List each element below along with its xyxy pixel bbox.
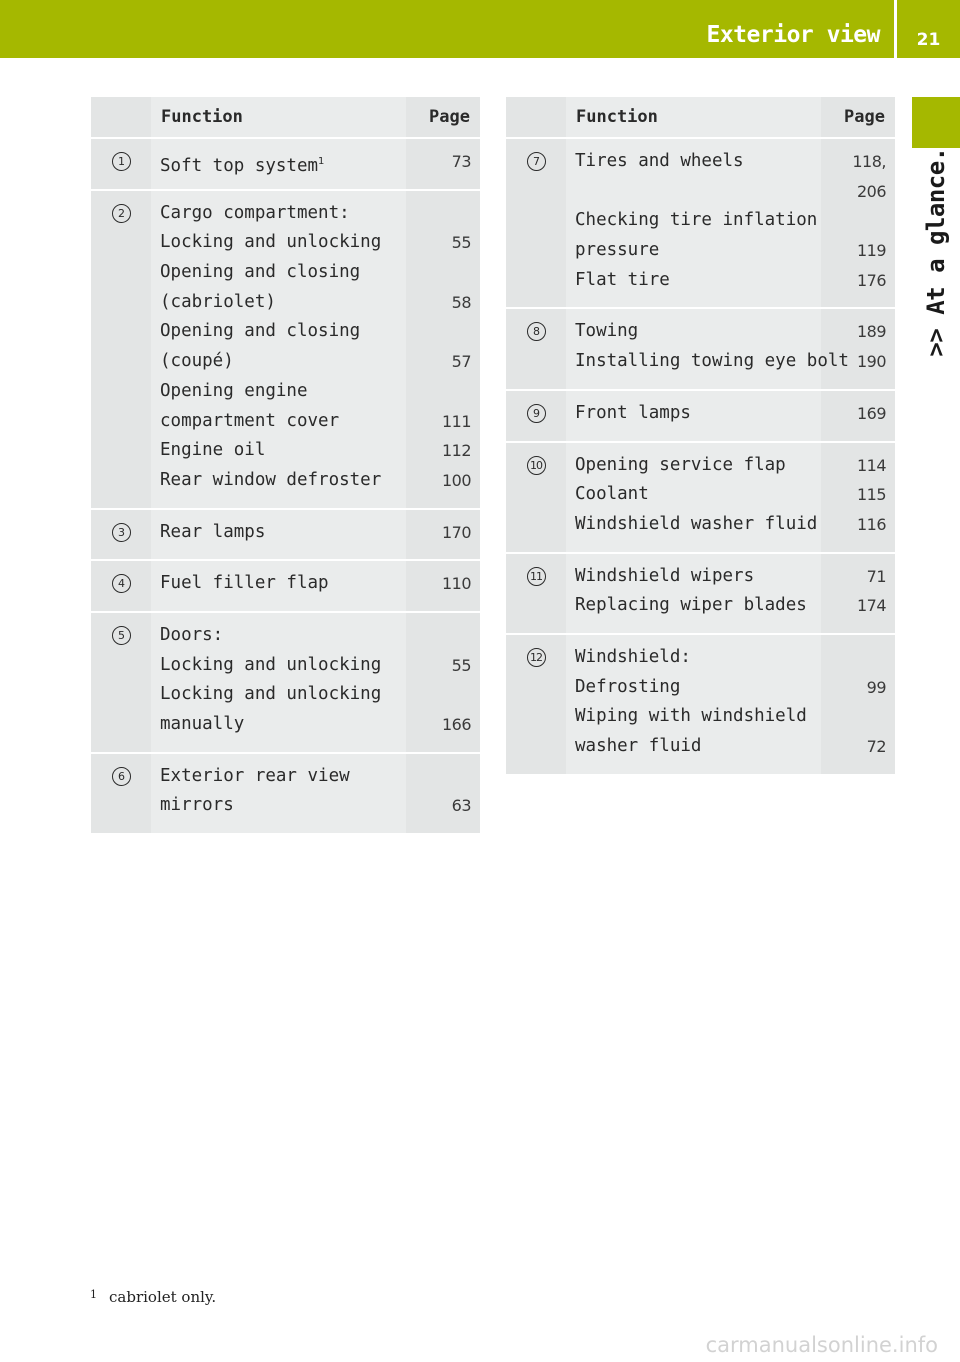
function-text	[575, 593, 812, 623]
item-number-cell	[506, 552, 566, 633]
page-reference: 114	[856, 455, 886, 475]
function-label: Installing towing eye bolt	[575, 351, 849, 372]
function-cell	[566, 389, 821, 441]
table-header-row	[91, 97, 480, 137]
function-text	[160, 201, 397, 231]
item-number-badge: 9	[527, 404, 546, 423]
page-cell	[821, 441, 895, 552]
table-row	[506, 389, 895, 441]
page-number: 21	[916, 30, 941, 50]
function-text	[575, 401, 812, 431]
page-reference: 116	[856, 514, 886, 534]
function-text	[575, 512, 818, 542]
function-label: Locking and unlocking	[160, 232, 382, 253]
page-cell	[821, 389, 895, 441]
function-label: Exterior rear view	[160, 765, 350, 786]
function-column-header: Function	[151, 97, 406, 137]
page-reference	[415, 682, 471, 712]
page-cell	[821, 633, 895, 774]
function-text	[575, 179, 812, 209]
page-reference: 189	[856, 322, 886, 342]
function-label: mirrors	[160, 795, 234, 816]
function-cell	[566, 633, 821, 774]
function-text	[160, 623, 397, 653]
page-cell	[406, 611, 480, 752]
page-cell	[821, 552, 895, 633]
chapter-label: >> At a glance.	[922, 147, 950, 357]
table-row	[91, 559, 480, 611]
item-number-cell	[91, 611, 151, 752]
function-label: Fuel filler flap	[160, 573, 329, 594]
function-text	[160, 712, 397, 742]
function-text	[160, 682, 397, 712]
page-reference: 169	[856, 403, 886, 423]
page-reference: 112	[441, 441, 471, 461]
table-row	[91, 189, 480, 508]
function-label: compartment cover	[160, 410, 340, 431]
function-text	[575, 645, 812, 675]
function-text	[575, 319, 812, 349]
item-number-badge: 7	[527, 152, 546, 171]
function-cell	[151, 752, 406, 833]
function-label: Locking and unlocking	[160, 654, 382, 675]
page-cell	[406, 559, 480, 611]
function-label: Rear window defroster	[160, 469, 382, 490]
function-text	[160, 379, 397, 409]
function-text	[160, 349, 397, 379]
function-label: Defrosting	[575, 676, 681, 697]
function-label: Windshield:	[575, 646, 691, 667]
page-reference: 100	[441, 470, 471, 490]
table-row	[506, 552, 895, 633]
function-label: Coolant	[575, 484, 649, 505]
page-reference: 71	[866, 566, 886, 586]
page-reference: 176	[856, 270, 886, 290]
table-row	[506, 441, 895, 552]
function-text	[575, 149, 812, 179]
page-column-header: Page	[406, 97, 480, 137]
table-row	[506, 137, 895, 307]
function-text	[160, 764, 397, 794]
function-label: washer fluid	[575, 736, 702, 756]
function-label: Replacing wiper blades	[575, 595, 807, 616]
function-label: manually	[160, 714, 245, 734]
function-text	[160, 230, 397, 260]
function-label: (cabriolet)	[160, 291, 276, 312]
footnote	[90, 1288, 216, 1306]
function-cell	[566, 307, 849, 388]
table-row	[91, 508, 480, 560]
function-label: Tires and wheels	[575, 151, 744, 171]
function-label: Wiping with windshield	[575, 706, 807, 727]
function-cell	[566, 552, 821, 633]
item-number-badge: 3	[112, 523, 131, 542]
footnote-reference: 1	[318, 156, 325, 167]
page-reference: 115	[856, 485, 886, 505]
page-reference	[830, 208, 886, 238]
function-table-left	[91, 97, 480, 833]
function-label: Towing	[575, 321, 639, 342]
item-number-cell	[91, 189, 151, 508]
item-number-badge: 11	[527, 567, 546, 586]
page-reference: 170	[441, 522, 471, 542]
function-text	[575, 238, 812, 268]
function-text	[575, 268, 812, 298]
page-reference: 119	[856, 241, 886, 261]
page-cell	[406, 137, 480, 189]
function-label: Checking tire inflation	[575, 210, 818, 231]
page-cell	[821, 307, 895, 388]
function-cell	[566, 137, 821, 307]
item-number-badge: 12	[527, 648, 546, 667]
page-reference: 118,	[852, 152, 886, 171]
item-number-badge: 6	[112, 767, 131, 786]
function-label: Soft top system	[160, 156, 319, 176]
item-number-badge: 2	[112, 204, 131, 223]
item-number-badge: 8	[527, 322, 546, 341]
page-reference: 55	[451, 655, 471, 675]
function-label: Cargo compartment:	[160, 202, 350, 223]
function-table-right	[506, 97, 895, 774]
function-text	[160, 571, 397, 601]
item-number-cell	[91, 137, 151, 189]
function-text	[575, 564, 812, 594]
page-reference: 73	[451, 152, 471, 171]
section-title: Exterior view	[706, 22, 880, 48]
item-number-badge: 4	[112, 574, 131, 593]
item-number-badge: 1	[112, 152, 131, 171]
table-row	[91, 611, 480, 752]
number-column-header	[506, 97, 566, 137]
function-text	[160, 319, 397, 349]
item-number-cell	[91, 559, 151, 611]
function-cell	[151, 559, 406, 611]
function-label: Front lamps	[575, 402, 691, 423]
item-number-cell	[506, 441, 566, 552]
watermark: carmanualsonline.info	[705, 1333, 938, 1357]
page-cell	[821, 137, 895, 307]
function-text	[575, 704, 812, 734]
page-reference: 206	[856, 181, 886, 201]
function-cell	[151, 611, 406, 752]
function-cell	[566, 441, 821, 552]
page-reference: 99	[866, 677, 886, 697]
function-label: Engine oil	[160, 440, 266, 461]
function-text	[160, 260, 397, 290]
page-reference	[415, 623, 471, 653]
function-column-header: Function	[566, 97, 821, 137]
page-reference	[830, 645, 886, 675]
item-number-cell	[506, 633, 566, 774]
function-cell	[151, 189, 406, 508]
header-bar	[0, 0, 960, 58]
function-label: Locking and unlocking	[160, 684, 382, 705]
item-number-cell	[506, 137, 566, 307]
page-reference	[415, 260, 471, 290]
function-text	[575, 208, 818, 238]
function-label: pressure	[575, 240, 660, 261]
page-reference: 111	[441, 411, 471, 431]
page-reference: 58	[451, 292, 471, 312]
function-cell	[151, 508, 406, 560]
footnote-mark: 1	[90, 1288, 97, 1301]
item-number-cell	[506, 389, 566, 441]
table-row	[506, 633, 895, 774]
table-row	[506, 307, 895, 388]
function-label: (coupé)	[160, 351, 234, 372]
function-text	[575, 349, 849, 379]
function-text	[575, 734, 812, 764]
function-label: Rear lamps	[160, 521, 266, 542]
page-reference	[830, 704, 886, 734]
function-text	[575, 482, 812, 512]
page-column-header: Page	[821, 97, 895, 137]
page-reference: 63	[451, 796, 471, 816]
function-label: Doors:	[160, 624, 224, 645]
page-reference: 110	[441, 574, 471, 594]
table-row	[91, 137, 480, 189]
function-label: Opening engine	[160, 380, 308, 401]
page-reference: 190	[856, 352, 886, 372]
function-text	[160, 438, 397, 468]
page-reference: 174	[856, 596, 886, 616]
item-number-cell	[506, 307, 566, 388]
page-reference: 55	[451, 233, 471, 253]
page-reference	[415, 201, 471, 231]
item-number-badge: 10	[527, 456, 546, 475]
number-column-header	[91, 97, 151, 137]
page-reference: 166	[441, 715, 471, 734]
page-reference	[415, 379, 471, 409]
footnote-text: cabriolet only.	[109, 1288, 217, 1306]
function-text	[160, 468, 397, 498]
function-label: Windshield wipers	[575, 565, 755, 586]
function-label: Windshield washer fluid	[575, 513, 818, 534]
function-label: Opening and closing	[160, 321, 361, 342]
function-text	[575, 675, 812, 705]
function-text	[160, 290, 397, 320]
function-label: Flat tire	[575, 269, 670, 290]
page-reference: 72	[866, 737, 886, 756]
page-cell	[406, 189, 480, 508]
table-row	[91, 752, 480, 833]
function-label: Opening service flap	[575, 454, 786, 475]
chapter-tab	[912, 97, 960, 148]
function-text	[160, 409, 397, 439]
page-reference	[415, 319, 471, 349]
function-text	[160, 653, 397, 683]
item-number-cell	[91, 508, 151, 560]
function-label: Opening and closing	[160, 262, 361, 283]
function-text	[160, 793, 397, 823]
page-cell	[406, 752, 480, 833]
function-cell	[151, 137, 406, 189]
page-reference	[415, 764, 471, 794]
function-text	[575, 453, 812, 483]
page-cell	[406, 508, 480, 560]
page-reference: 57	[451, 352, 471, 372]
item-number-badge: 5	[112, 626, 131, 645]
item-number-cell	[91, 752, 151, 833]
function-text	[160, 520, 397, 550]
table-header-row	[506, 97, 895, 137]
function-text	[160, 149, 397, 179]
